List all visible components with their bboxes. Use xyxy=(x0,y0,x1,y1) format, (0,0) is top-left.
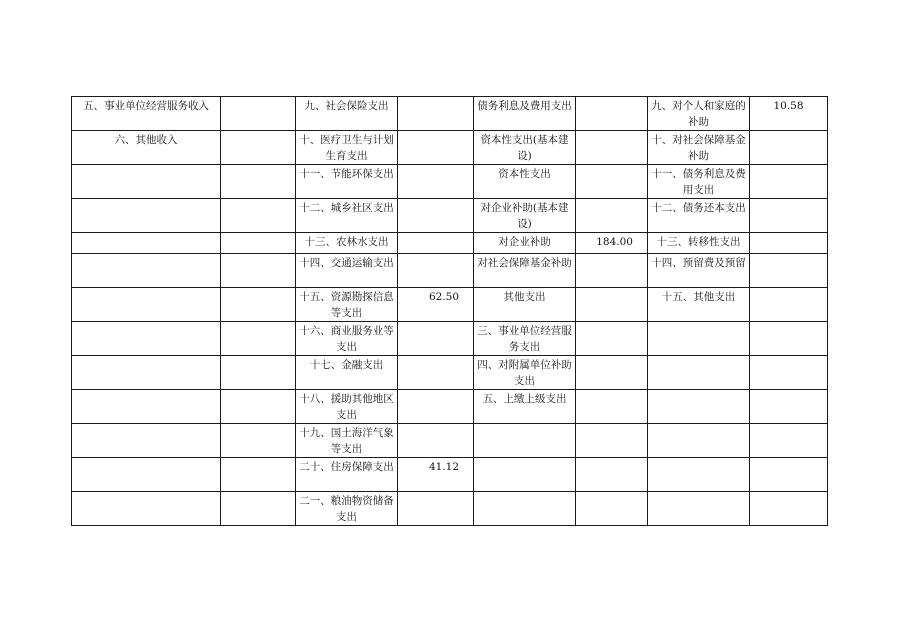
expense-function-cell: 十八、援助其他地区支出 xyxy=(296,390,398,424)
expense-category-cell xyxy=(474,458,576,492)
expense-category-cell: 对企业补助 xyxy=(474,233,576,254)
expense-economic-cell: 十三、转移性支出 xyxy=(648,233,750,254)
income-item-cell xyxy=(72,165,221,199)
income-amount-cell xyxy=(221,322,296,356)
expense-function-amount-cell xyxy=(398,97,474,131)
table-row xyxy=(72,165,828,199)
expense-function-cell: 十三、农林水支出 xyxy=(296,233,398,254)
income-item-cell xyxy=(72,288,221,322)
table-row xyxy=(72,322,828,356)
expense-category-amount-cell xyxy=(576,131,648,165)
income-amount-cell xyxy=(221,288,296,322)
expense-function-amount-cell xyxy=(398,233,474,254)
expense-economic-amount-cell xyxy=(750,199,828,233)
expense-economic-cell: 十二、债务还本支出 xyxy=(648,199,750,233)
expense-category-amount-cell xyxy=(576,97,648,131)
income-item-cell xyxy=(72,390,221,424)
table-row xyxy=(72,424,828,458)
expense-category-cell xyxy=(474,492,576,526)
income-item-cell xyxy=(72,492,221,526)
expense-function-cell: 十六、商业服务业等支出 xyxy=(296,322,398,356)
expense-category-cell: 对企业补助(基本建设) xyxy=(474,199,576,233)
expense-category-cell: 资本性支出(基本建设) xyxy=(474,131,576,165)
income-item-cell: 六、其他收入 xyxy=(72,131,221,165)
expense-economic-cell: 十一、债务利息及费用支出 xyxy=(648,165,750,199)
expense-function-amount-cell xyxy=(398,254,474,288)
income-item-cell xyxy=(72,458,221,492)
income-amount-cell xyxy=(221,458,296,492)
expense-economic-amount-cell xyxy=(750,458,828,492)
income-item-cell xyxy=(72,199,221,233)
expense-function-amount-cell xyxy=(398,492,474,526)
expense-category-amount-cell xyxy=(576,199,648,233)
expense-economic-cell xyxy=(648,492,750,526)
expense-function-amount-cell xyxy=(398,165,474,199)
expense-function-cell: 十五、资源勘探信息等支出 xyxy=(296,288,398,322)
income-item-cell xyxy=(72,233,221,254)
expense-economic-amount-cell xyxy=(750,131,828,165)
expense-category-amount-cell xyxy=(576,458,648,492)
expense-economic-amount-cell xyxy=(750,288,828,322)
expense-function-amount-cell xyxy=(398,356,474,390)
income-amount-cell xyxy=(221,131,296,165)
expense-function-amount-cell xyxy=(398,390,474,424)
table-row xyxy=(72,458,828,492)
table-row xyxy=(72,492,828,526)
income-amount-cell xyxy=(221,424,296,458)
income-amount-cell xyxy=(221,254,296,288)
expense-category-amount-cell: 184.00 xyxy=(576,233,648,254)
table-row xyxy=(72,199,828,233)
expense-function-cell: 九、社会保险支出 xyxy=(296,97,398,131)
table-row xyxy=(72,288,828,322)
expense-category-amount-cell xyxy=(576,288,648,322)
income-item-cell xyxy=(72,356,221,390)
income-item-cell xyxy=(72,322,221,356)
expense-function-amount-cell xyxy=(398,131,474,165)
expense-function-cell: 十、医疗卫生与计划生育支出 xyxy=(296,131,398,165)
expense-economic-cell xyxy=(648,424,750,458)
expense-function-amount-cell xyxy=(398,322,474,356)
expense-economic-cell: 十、对社会保障基金补助 xyxy=(648,131,750,165)
table-row xyxy=(72,390,828,424)
income-amount-cell xyxy=(221,492,296,526)
expense-category-cell: 对社会保障基金补助 xyxy=(474,254,576,288)
expense-economic-cell: 十四、预留费及预留 xyxy=(648,254,750,288)
expense-economic-cell xyxy=(648,356,750,390)
income-item-cell: 五、事业单位经营服务收入 xyxy=(72,97,221,131)
expense-function-amount-cell: 62.50 xyxy=(398,288,474,322)
income-amount-cell xyxy=(221,233,296,254)
expense-economic-amount-cell xyxy=(750,356,828,390)
income-amount-cell xyxy=(221,390,296,424)
expense-category-amount-cell xyxy=(576,165,648,199)
expense-economic-cell: 十五、其他支出 xyxy=(648,288,750,322)
expense-economic-amount-cell xyxy=(750,254,828,288)
expense-category-cell: 其他支出 xyxy=(474,288,576,322)
expense-function-amount-cell: 41.12 xyxy=(398,458,474,492)
income-amount-cell xyxy=(221,165,296,199)
table-row xyxy=(72,356,828,390)
expense-economic-amount-cell xyxy=(750,424,828,458)
table-row xyxy=(72,97,828,131)
table-row xyxy=(72,131,828,165)
expense-category-cell: 资本性支出 xyxy=(474,165,576,199)
expense-economic-cell xyxy=(648,390,750,424)
expense-function-amount-cell xyxy=(398,424,474,458)
expense-category-cell: 债务利息及费用支出 xyxy=(474,97,576,131)
expense-category-amount-cell xyxy=(576,492,648,526)
expense-economic-cell xyxy=(648,322,750,356)
expense-category-cell: 五、上缴上级支出 xyxy=(474,390,576,424)
expense-economic-cell xyxy=(648,458,750,492)
expense-category-amount-cell xyxy=(576,254,648,288)
expense-category-amount-cell xyxy=(576,390,648,424)
expense-category-amount-cell xyxy=(576,424,648,458)
expense-economic-amount-cell xyxy=(750,233,828,254)
expense-economic-amount-cell xyxy=(750,165,828,199)
budget-table xyxy=(71,96,828,526)
expense-economic-amount-cell: 10.58 xyxy=(750,97,828,131)
table-row xyxy=(72,233,828,254)
expense-economic-amount-cell xyxy=(750,492,828,526)
expense-economic-amount-cell xyxy=(750,322,828,356)
expense-category-cell: 四、对附属单位补助支出 xyxy=(474,356,576,390)
expense-economic-cell: 九、对个人和家庭的补助 xyxy=(648,97,750,131)
expense-function-cell: 十二、城乡社区支出 xyxy=(296,199,398,233)
expense-function-cell: 十七、金融支出 xyxy=(296,356,398,390)
expense-function-cell: 十一、节能环保支出 xyxy=(296,165,398,199)
income-amount-cell xyxy=(221,199,296,233)
expense-function-amount-cell xyxy=(398,199,474,233)
expense-function-cell: 十九、国土海洋气象等支出 xyxy=(296,424,398,458)
expense-function-cell: 十四、交通运输支出 xyxy=(296,254,398,288)
income-item-cell xyxy=(72,254,221,288)
expense-category-cell xyxy=(474,424,576,458)
expense-category-amount-cell xyxy=(576,322,648,356)
income-amount-cell xyxy=(221,356,296,390)
table-row xyxy=(72,254,828,288)
expense-function-cell: 二一、粮油物资储备支出 xyxy=(296,492,398,526)
expense-category-amount-cell xyxy=(576,356,648,390)
expense-category-cell: 三、事业单位经营服务支出 xyxy=(474,322,576,356)
income-item-cell xyxy=(72,424,221,458)
expense-function-cell: 二十、住房保障支出 xyxy=(296,458,398,492)
expense-economic-amount-cell xyxy=(750,390,828,424)
income-amount-cell xyxy=(221,97,296,131)
